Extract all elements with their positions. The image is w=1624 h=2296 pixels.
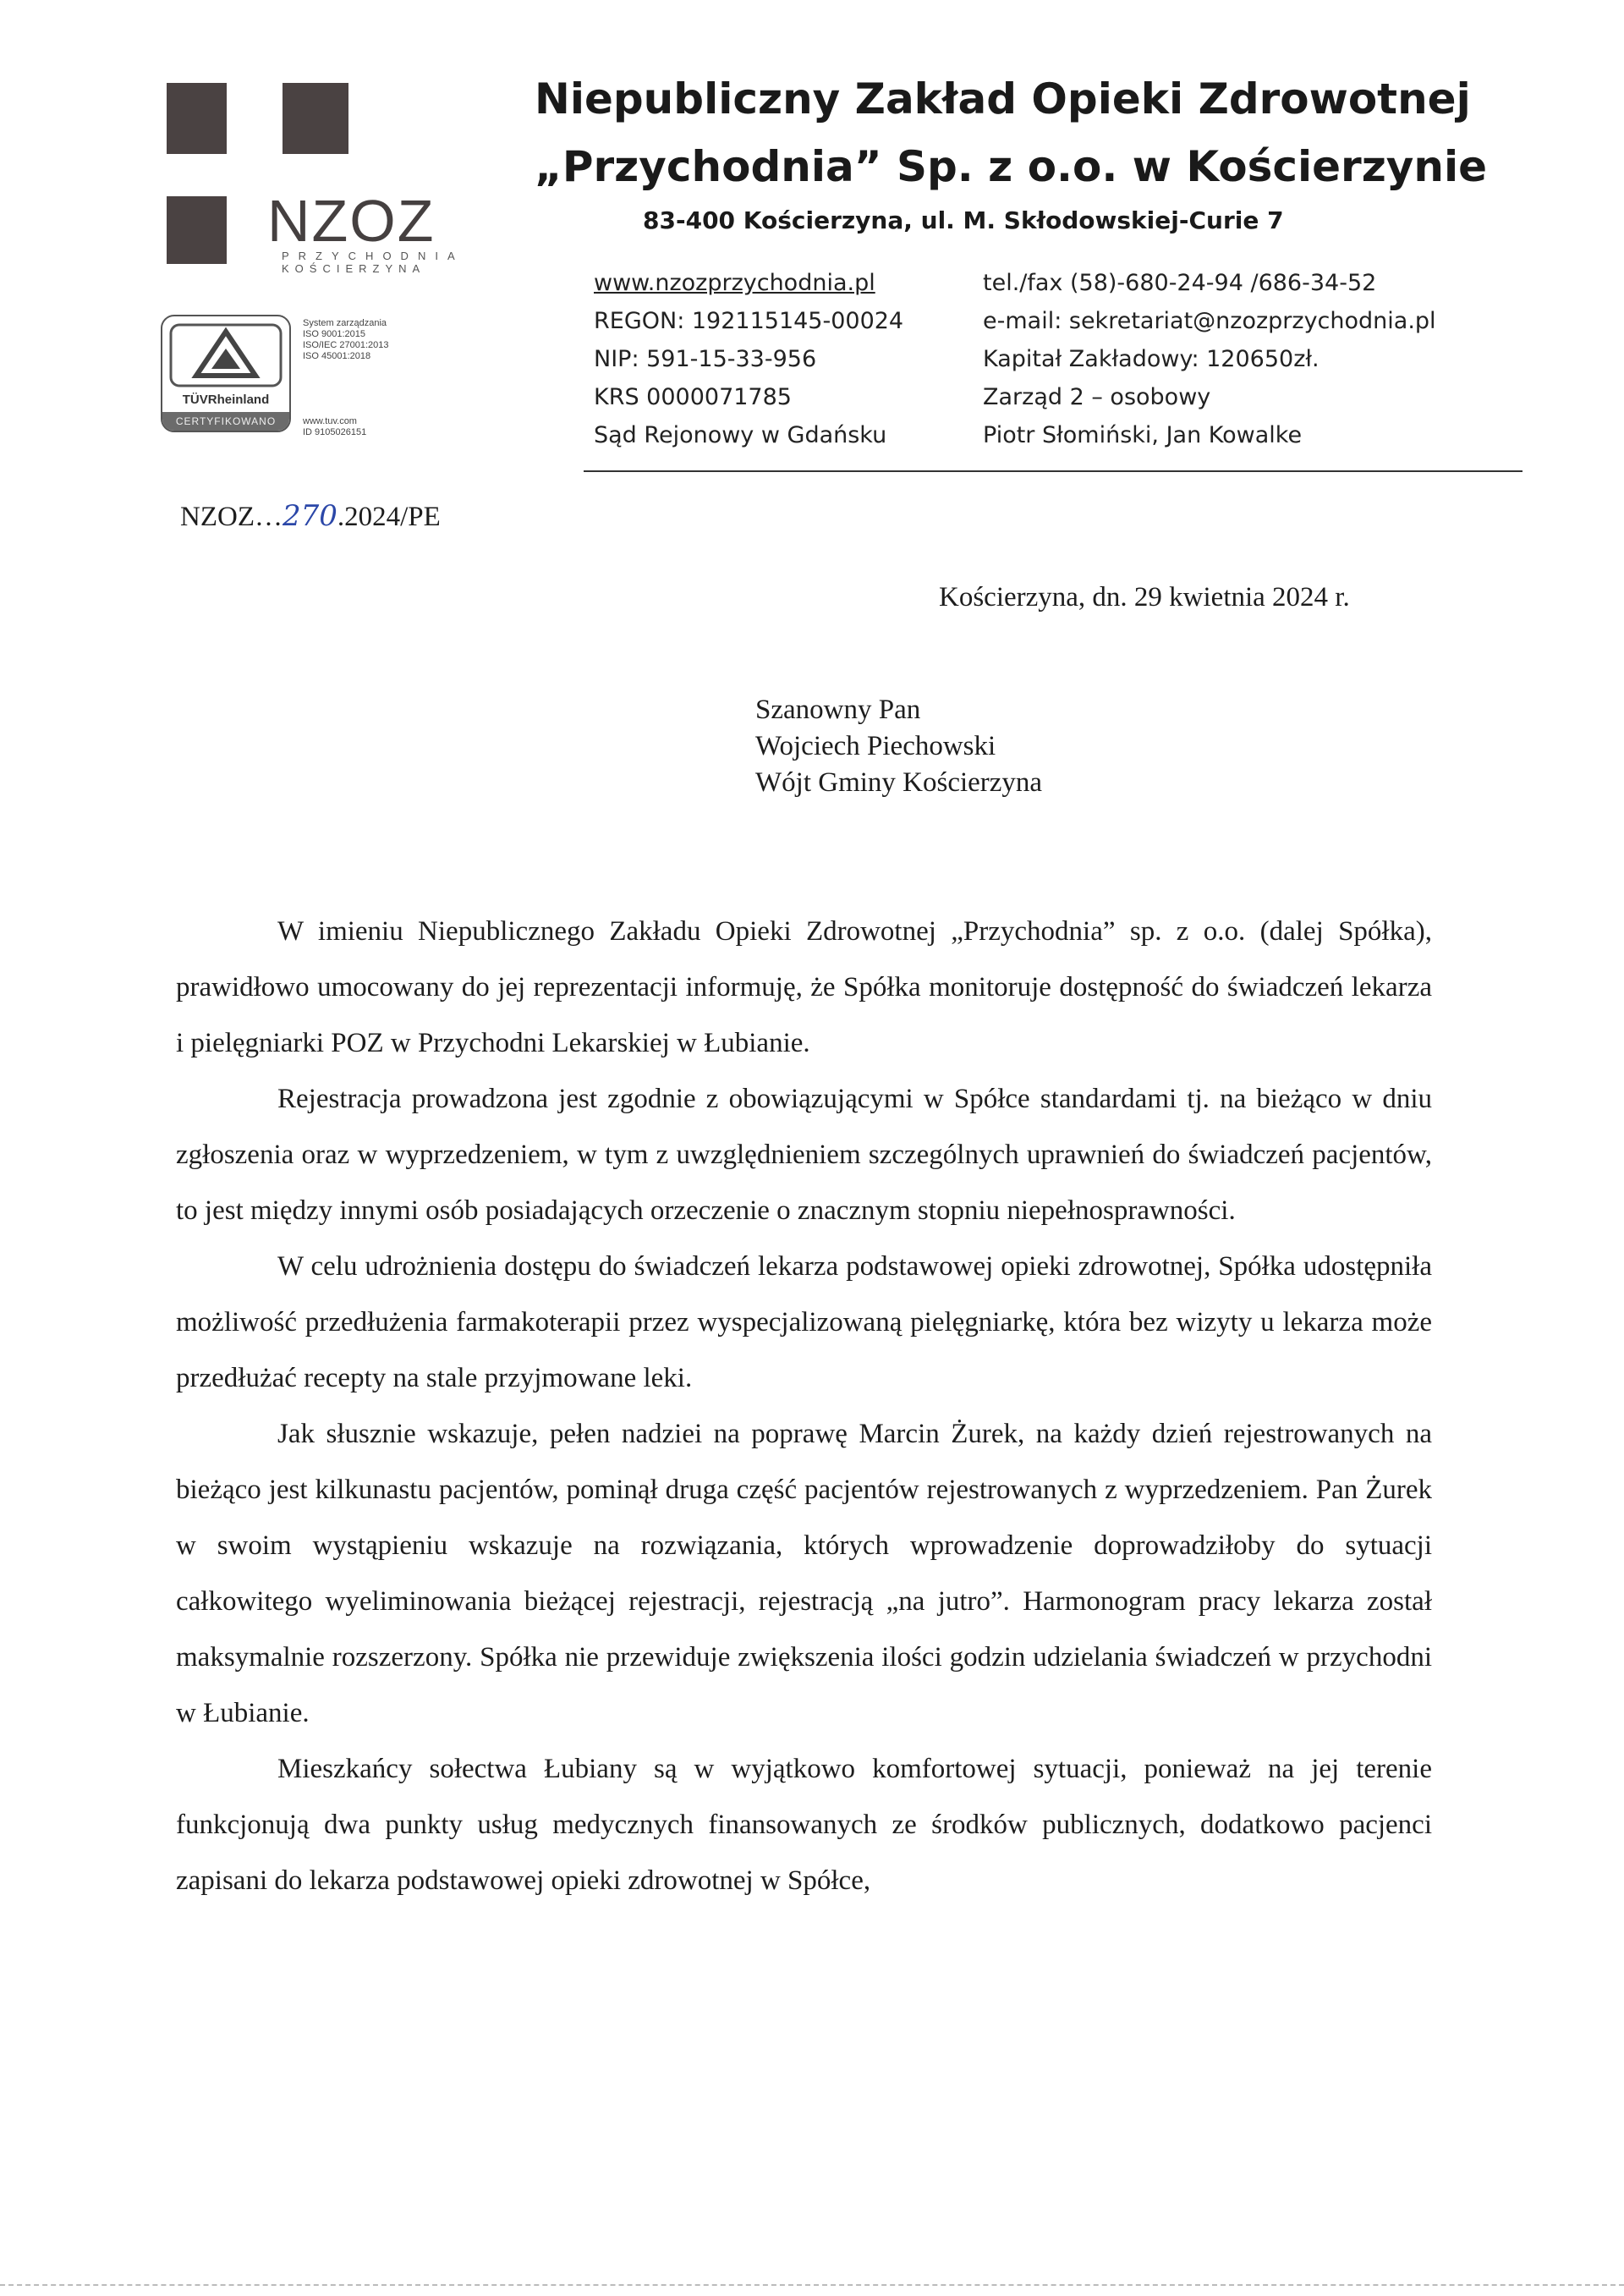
logo-subtitle-koscierzyna: KOŚCIERZYNA bbox=[282, 262, 426, 275]
logo-square-top-right bbox=[283, 83, 348, 154]
tuv-name: TÜVRheinland bbox=[182, 393, 270, 407]
header-divider bbox=[584, 470, 1522, 472]
reference-number bbox=[180, 499, 441, 533]
krs: KRS 0000071785 bbox=[594, 384, 792, 410]
board-size: Zarząd 2 – osobowy bbox=[983, 384, 1211, 410]
tuv-certified-band: CERTYFIKOWANO bbox=[162, 412, 289, 431]
nip: NIP: 591-15-33-956 bbox=[594, 346, 817, 372]
tuv-triangle-icon bbox=[162, 316, 289, 393]
paragraph: Mieszkańcy sołectwa Łubiany są w wyjątkowo komfortowej sytuacji, ponieważ na jej terenie funkcjonują dwa punkty usług medycznych finansowanych ze środków publicznych, dodatkowo pacjenci zapisani do lekarza podstawowej opieki zdrowotnej w Spółce, bbox=[176, 1754, 1432, 1896]
paragraph: W imieniu Niepublicznego Zakładu Opieki Zdrowotnej „Przychodnia” sp. z o.o. (dalej Spółka), prawidłowo umocowany do jej reprezentacji informuję, że Spółka monitoruje dostępność do świadczeń lekarza i pielęgniarki POZ w Przychodni Lekarskiej w Łubianie. bbox=[176, 916, 1432, 1058]
paragraph: Jak słusznie wskazuje, pełen nadziei na poprawę Marcin Żurek, na każdy dzień rejestrowanych na bieżąco jest kilkunastu pacjentów, pominął druga część pacjentów rejestrowanych z wyprzedzeniem. Pan Żurek w swoim wystąpieniu wskazuje na rozwiązania, których wprowadzenie doprowadziłoby do sytuacji całkowitego wyeliminowania bieżącej rejestracji, rejestracją „na jutro”. Harmonogram pracy lekarza został maksymalnie rozszerzony. Spółka nie przewiduje zwiększenia ilości godzin udzielania świadczeń w przychodni w Łubianie. bbox=[176, 1419, 1432, 1728]
letter-body bbox=[176, 904, 1432, 1909]
recipient-name: Wojciech Piechowski bbox=[755, 731, 996, 761]
recipient-title: Wójt Gminy Kościerzyna bbox=[755, 767, 1043, 798]
email-link[interactable]: e-mail: sekretariat@nzozprzychodnia.pl bbox=[983, 308, 1436, 334]
phone-fax: tel./fax (58)-680-24-94 /686-34-52 bbox=[983, 270, 1377, 296]
logo-subtitle-przychodnia: PRZYCHODNIA bbox=[282, 250, 464, 262]
board-members: Piotr Słomiński, Jan Kowalke bbox=[983, 422, 1303, 448]
paragraph: Rejestracja prowadzona jest zgodnie z obowiązującymi w Spółce standardami tj. na bieżąco w dniu zgłoszenia oraz w wyprzedzeniem, w tym z uwzględnieniem szczególnych uprawnień do świadczeń pacjentów, to jest między innymi osób posiadających orzeczenie o znacznym stopniu niepełnosprawności. bbox=[176, 1084, 1432, 1226]
regon: REGON: 192115145-00024 bbox=[594, 308, 904, 334]
recipient-salutation: Szanowny Pan bbox=[755, 695, 921, 725]
cert-system-text: System zarządzania ISO 9001:2015 ISO/IEC 27001:2013 ISO 45001:2018 bbox=[303, 318, 389, 361]
tuv-certificate-badge bbox=[161, 315, 291, 432]
letter-date: Kościerzyna, dn. 29 kwietnia 2024 r. bbox=[939, 582, 1350, 612]
reference-prefix: NZOZ… bbox=[180, 502, 283, 532]
cert-web-text: www.tuv.com ID 9105026151 bbox=[303, 416, 367, 437]
website-link[interactable]: www.nzozprzychodnia.pl bbox=[594, 270, 875, 296]
header-title-line1: Niepubliczny Zakład Opieki Zdrowotnej bbox=[535, 74, 1471, 124]
reference-suffix: .2024/PE bbox=[337, 502, 441, 532]
logo-square-top-left bbox=[167, 83, 227, 154]
reference-handwritten-number: 270 bbox=[282, 499, 337, 533]
share-capital: Kapitał Zakładowy: 120650zł. bbox=[983, 346, 1320, 372]
paragraph: W celu udrożnienia dostępu do świadczeń lekarza podstawowej opieki zdrowotnej, Spółka udostępniła możliwość przedłużenia farmakoterapii przez wyspecjalizowaną pielęgniarkę, która bez wizyty u lekarza może przedłużać recepty na stale przyjmowane leki. bbox=[176, 1251, 1432, 1393]
logo-square-bottom-left bbox=[167, 196, 227, 264]
court: Sąd Rejonowy w Gdańsku bbox=[594, 422, 887, 448]
header-title-line2: „Przychodnia” Sp. z o.o. w Kościerzynie bbox=[535, 142, 1488, 191]
header-right-info bbox=[983, 264, 1436, 454]
header-address: 83-400 Kościerzyna, ul. M. Skłodowskiej-Curie 7 bbox=[643, 206, 1284, 234]
page-bottom-edge bbox=[0, 2284, 1624, 2286]
logo-nzoz-text: NZOZ bbox=[267, 188, 436, 254]
header-left-info bbox=[594, 264, 903, 454]
recipient-block bbox=[755, 692, 1042, 801]
